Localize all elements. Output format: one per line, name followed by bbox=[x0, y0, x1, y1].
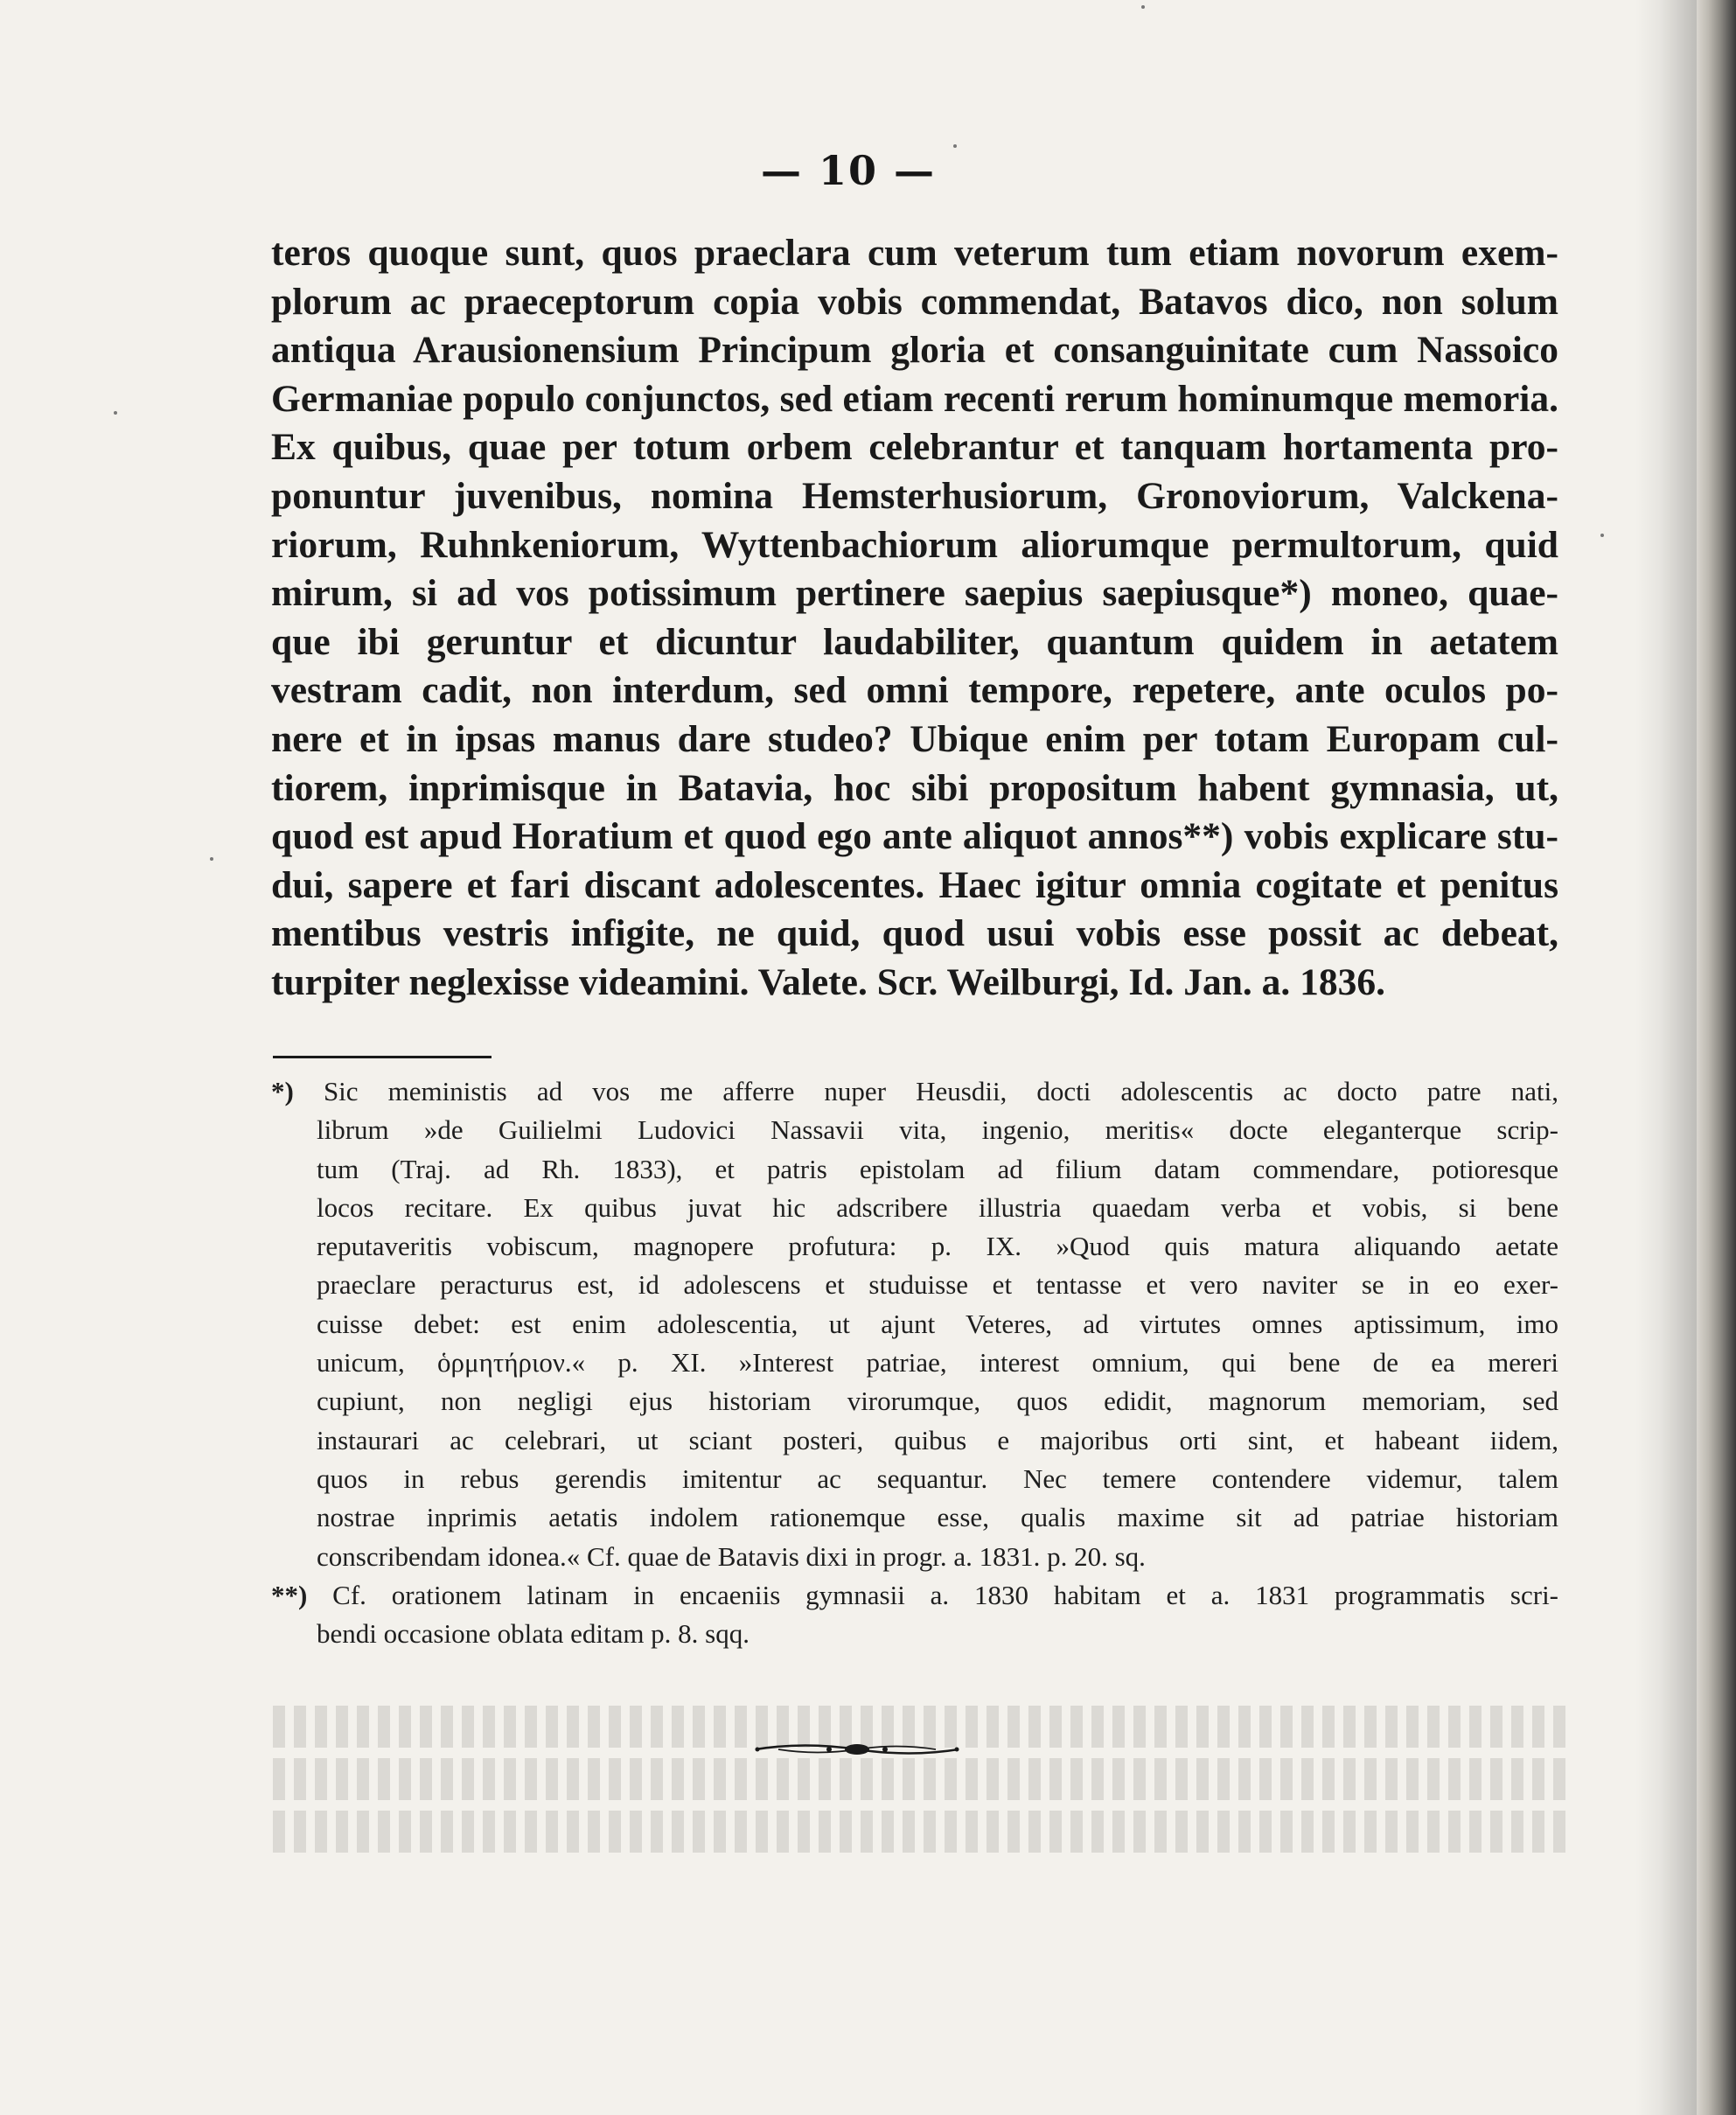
speck bbox=[1141, 5, 1145, 9]
footnote-line: nostrae inprimis aetatis indolem rationemque esse, qualis maxime sit ad patriae historiam bbox=[317, 1502, 1558, 1533]
body-line: riorum, Ruhnkeniorum, Wyttenbachiorum aliorumque permultorum, quid bbox=[271, 523, 1558, 566]
footnotes bbox=[271, 1072, 1558, 1653]
body-line: vestram cadit, non interdum, sed omni tempore, repetere, ante oculos po- bbox=[271, 669, 1558, 712]
ornament-icon bbox=[752, 1736, 962, 1762]
speck bbox=[114, 411, 117, 415]
body-line: mentibus vestris infigite, ne quid, quod usui vobis esse possit ac debeat, bbox=[271, 912, 1558, 955]
footnote-line bbox=[271, 1576, 1558, 1615]
footnote-line: locos recitare. Ex quibus juvat hic adscribere illustria quaedam verba et vobis, si bene bbox=[317, 1191, 1558, 1223]
footnote-rule bbox=[273, 1056, 492, 1058]
body-line: teros quoque sunt, quos praeclara cum veterum tum etiam novorum exem- bbox=[271, 232, 1558, 274]
binding-shadow bbox=[1635, 0, 1697, 2115]
body-line: plorum ac praeceptorum copia vobis commendat, Batavos dico, non solum bbox=[271, 280, 1558, 323]
footnote-line: tum (Traj. ad Rh. 1833), et patris epistolam ad filium datam commendare, potioresque bbox=[317, 1153, 1558, 1184]
body-line: dui, sapere et fari discant adolescentes. Haec igitur omnia cogitate et penitus bbox=[271, 863, 1558, 906]
body-line: turpiter neglexisse videamini. Valete. Scr. Weilburgi, Id. Jan. a. 1836. bbox=[271, 960, 1386, 1003]
speck bbox=[953, 144, 957, 148]
body-line: quod est apud Horatium et quod ego ante aliquot annos**) vobis explicare stu- bbox=[271, 815, 1558, 858]
footnote-2 bbox=[271, 1576, 1558, 1654]
body-line: que ibi geruntur et dicuntur laudabiliter, quantum quidem in aetatem bbox=[271, 620, 1558, 663]
footnote-text: Cf. orationem latinam in encaeniis gymnasii a. 1830 habitam et a. 1831 programmatis scri- bbox=[332, 1579, 1559, 1610]
footnote-line: cuisse debet: est enim adolescentia, ut ajunt Veteres, ad virtutes omnes aptissimum, imo bbox=[317, 1308, 1558, 1339]
body-line: Ex quibus, quae per totum orbem celebrantur et tanquam hortamenta pro- bbox=[271, 426, 1558, 469]
bleed-through-text bbox=[271, 1706, 1565, 1881]
footnote-line: cupiunt, non negligi ejus historiam virorumque, quos edidit, magnorum memoriam, sed bbox=[317, 1386, 1558, 1417]
footnote-text: Sic meministis ad vos me afferre nuper Heusdii, docti adolescentis ac docto patre nati, bbox=[323, 1076, 1558, 1106]
footnote-line: conscribendam idonea.« Cf. quae de Batavis dixi in progr. a. 1831. p. 20. sq. bbox=[317, 1540, 1146, 1572]
body-line: Germaniae populo conjunctos, sed etiam recenti rerum hominumque memoria. bbox=[271, 377, 1558, 420]
footnote-line: librum »de Guilielmi Ludovici Nassavii vita, ingenio, meritis« docte eleganterque scrip- bbox=[317, 1114, 1558, 1146]
footnote-line bbox=[271, 1072, 1558, 1111]
body-line: tiorem, inprimisque in Batavia, hoc sibi propositum habent gymnasia, ut, bbox=[271, 766, 1558, 809]
speck bbox=[1600, 534, 1604, 537]
body-line: antiqua Arausionensium Principum gloria et consanguinitate cum Nassoico bbox=[271, 329, 1558, 372]
footnote-line: praeclare peracturus est, id adolescens et studuisse et tentasse et vero naviter se in eo exer- bbox=[317, 1269, 1558, 1301]
page-edge bbox=[1697, 0, 1736, 2115]
page-number: — 10 — bbox=[760, 147, 937, 194]
body-line: nere et in ipsas manus dare studeo? Ubique enim per totam Europam cul- bbox=[271, 717, 1558, 760]
body-line: mirum, si ad vos potissimum pertinere saepius saepiusque*) moneo, quae- bbox=[271, 572, 1558, 615]
footnote-marker: *) bbox=[271, 1076, 294, 1106]
footnote-line: instaurari ac celebrari, ut sciant posteri, quibus e majoribus orti sint, et habeant iidem, bbox=[317, 1424, 1558, 1455]
footnote-marker: **) bbox=[271, 1579, 308, 1610]
footnote-line: quos in rebus gerendis imitentur ac sequantur. Nec temere contendere videmur, talem bbox=[317, 1462, 1558, 1494]
footnote-line: bendi occasione oblata editam p. 8. sqq. bbox=[317, 1618, 750, 1650]
body-line: ponuntur juvenibus, nomina Hemsterhusiorum, Gronoviorum, Valckena- bbox=[271, 474, 1558, 517]
footnote-line: unicum, ὁρμητήριον.« p. XI. »Interest patriae, interest omnium, qui bene de ea mereri bbox=[317, 1347, 1558, 1379]
speck bbox=[210, 857, 213, 861]
footnote-1 bbox=[271, 1072, 1558, 1576]
footnote-line: reputaveritis vobiscum, magnopere profutura: p. IX. »Quod quis matura aliquando aetate bbox=[317, 1231, 1558, 1262]
body-text bbox=[271, 229, 1558, 1008]
